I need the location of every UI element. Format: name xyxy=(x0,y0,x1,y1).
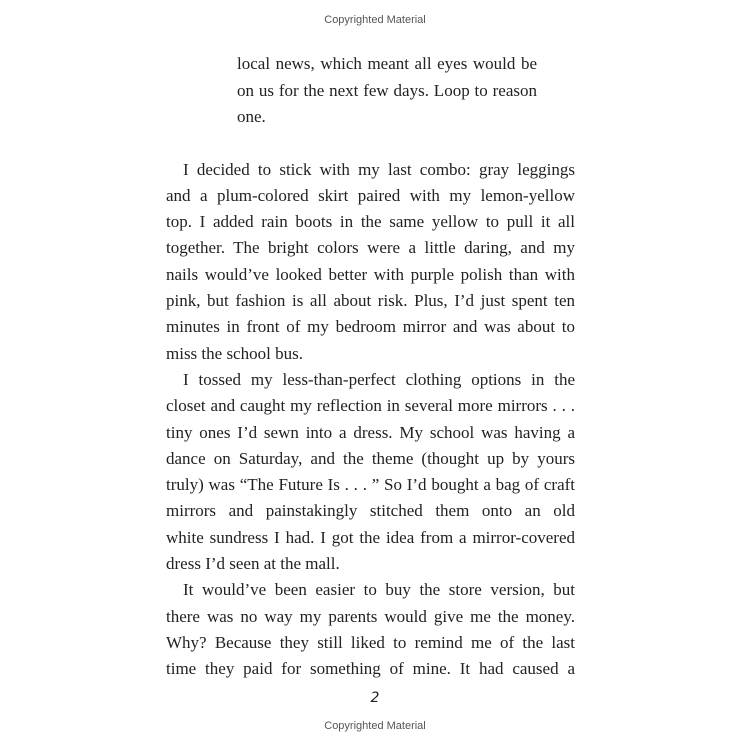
text-line: minutes in front of my bedroom mirror and was about to xyxy=(166,317,575,336)
text-line: dance on Saturday, and the theme (thought up by yours xyxy=(166,449,575,468)
text-line: I decided to stick with my last combo: gray leggings xyxy=(183,160,575,179)
text-line: I tossed my less-than-perfect clothing options in the xyxy=(183,370,575,389)
text-line: dress I’d seen at the mall. xyxy=(166,554,340,573)
text-line: time they paid for something of mine. It had caused a xyxy=(166,659,575,678)
text-line: Why? Because they still liked to remind me of the last xyxy=(166,633,575,652)
text-line: top. I added rain boots in the same yellow to pull it all xyxy=(166,212,575,231)
text-line: and a plum-colored skirt paired with my lemon-yellow xyxy=(166,186,575,205)
copyright-watermark-top: Copyrighted Material xyxy=(324,14,426,26)
text-line: local news, which meant all eyes would be xyxy=(237,54,537,73)
text-line: one. xyxy=(237,107,266,126)
text-line: It would’ve been easier to buy the store version, but xyxy=(183,580,575,599)
text-line: pink, but fashion is all about risk. Plus, I’d just spent ten xyxy=(166,291,575,310)
text-line: together. The bright colors were a little daring, and my xyxy=(166,238,575,257)
text-line: miss the school bus. xyxy=(166,344,303,363)
text-line: nails would’ve looked better with purple polish than with xyxy=(166,265,575,284)
page-number: 2 xyxy=(370,690,380,706)
text-line: tiny ones I’d sewn into a dress. My school was having a xyxy=(166,423,575,442)
text-line: on us for the next few days. Loop to reason xyxy=(237,81,537,100)
text-line: mirrors and painstakingly stitched them onto an old xyxy=(166,501,575,520)
text-line: closet and caught my reflection in several more mirrors . . . xyxy=(166,396,575,415)
text-line: white sundress I had. I got the idea from a mirror-covered xyxy=(166,528,575,547)
copyright-watermark-bottom: Copyrighted Material xyxy=(324,720,426,732)
text-line: there was no way my parents would give me the money. xyxy=(166,607,575,626)
text-line: truly) was “The Future Is . . . ” So I’d bought a bag of craft xyxy=(166,475,575,494)
